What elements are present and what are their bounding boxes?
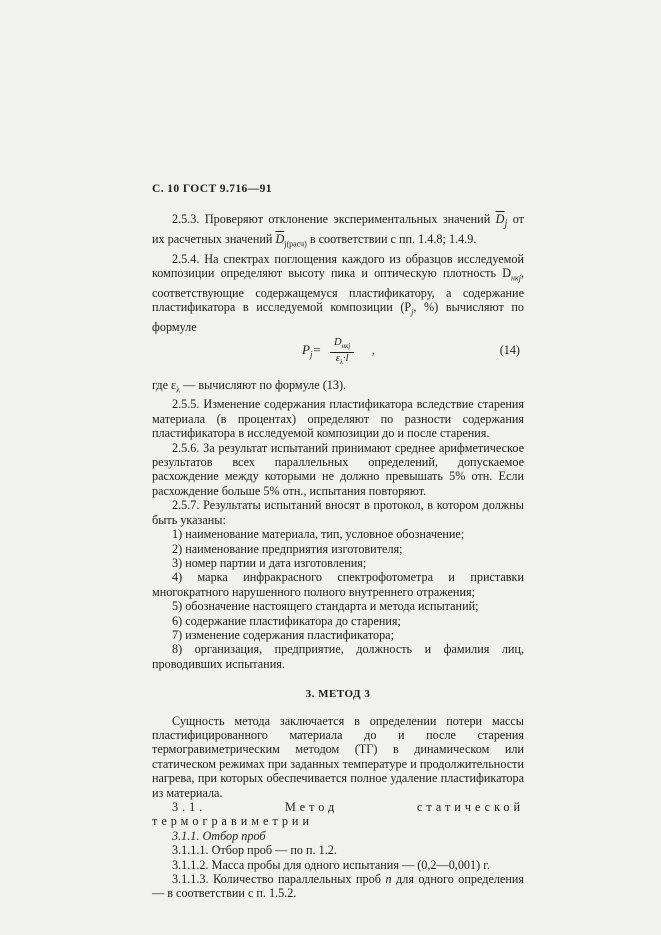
list-item-4: 4) марка инфракрасного спектрофотометра и приставки многократного нарушенного полного внутреннего отражения;	[152, 570, 524, 599]
variable-d-calc: $\overline{D}$	[275, 231, 285, 246]
formula-number: (14)	[499, 342, 520, 357]
list-item-5: 5) обозначение настоящего стандарта и метода испытаний;	[172, 599, 479, 614]
formula-lhs: $P_j=$	[302, 341, 322, 360]
text: где ε	[152, 377, 177, 392]
paragraph-3-1-1: 3.1.1. Отбор проб	[172, 828, 266, 843]
paragraph-2-5-7: 2.5.7. Результаты испытаний вносят в протокол, в котором должны быть указаны:	[152, 498, 524, 527]
text: 2.5.4. На спектрах поглощения каждого из образцов исследуемой композиции определяют высоту пика и оптическую плотность D	[152, 251, 524, 281]
formula-numerator: $D_{нкj}$	[330, 337, 354, 353]
text: для одного определения — в соответствии с п. 1.5.2.	[152, 872, 524, 901]
subscript: j	[504, 218, 508, 230]
text: 2.5.3. Проверяют отклонение экспериментальных значений	[172, 212, 496, 226]
paragraph-3-1-1-3	[152, 872, 524, 901]
formula-fraction	[330, 337, 354, 368]
page-body	[152, 212, 524, 901]
section-title: 3. МЕТОД 3	[305, 688, 371, 701]
variable-d-mean: $\overline{D}$	[495, 212, 505, 226]
paragraph-method-3-intro: Сущность метода заключается в определении потери массы пластифицированного материала до и после старения термогравиметрическим методом (ТГ) в динамическом или статическом режимах при заданных температуре и продолжительности нагрева, при которых обеспечивается полное удаление пластификатора из материала.	[152, 713, 524, 800]
paragraph-2-5-3	[152, 212, 524, 252]
list-item-2: 2) наименование предприятия изготовителя;	[172, 541, 403, 556]
variable-n: n	[385, 872, 392, 887]
text: 3.1.1.3. Количество параллельных проб	[172, 872, 386, 887]
text: , %) вычисляют по формуле	[152, 300, 525, 335]
formula-comma: ,	[372, 342, 376, 357]
paragraph-3-1-1-2: 3.1.1.2. Масса пробы для одного испытания — (0,2—0,001) г.	[172, 857, 490, 872]
text: в соответствии с пп. 1.4.8; 1.4.9.	[306, 231, 477, 246]
formula-14	[152, 337, 524, 377]
paragraph-2-5-4	[152, 252, 524, 335]
page-header: С. 10 ГОСТ 9.716—91	[152, 183, 272, 195]
paragraph-2-5-6: 2.5.6. За результат испытаний принимают среднее арифметическое результатов всех параллельных определений, допускаемое расхождение между которыми не должно превышать 5% отн. Если расхождение больше 5% отн., испытания повторяют.	[152, 440, 524, 498]
list-item-7: 7) изменение содержания пластификатора;	[172, 627, 394, 642]
text: , соответствующие содержащемуся пластификатору, а содержание пластификатора в исследуемой композиции (P	[152, 266, 524, 315]
formula-denominator: $\varepsilon_\lambda\cdot l$	[335, 352, 349, 366]
text: — вычисляют по формуле (13).	[180, 377, 347, 392]
subscript: λ	[176, 385, 181, 395]
paragraph-3-1-1-1: 3.1.1.1. Отбор проб — по п. 1.2.	[172, 843, 337, 858]
list-item-8: 8) организация, предприятие, должность и фамилия лиц, проводивших испытания.	[152, 642, 524, 671]
paragraph-2-5-5: 2.5.5. Изменение содержания пластификатора вследствие старения материала (в процентах) определяют по разности содержания пластификатора в исследуемой композиции до и после старения.	[152, 397, 524, 441]
paragraph-3-1: 3.1. Метод статической термогравиметрии	[152, 800, 524, 829]
subscript: j	[411, 307, 414, 317]
list-item-3: 3) номер партии и дата изготовления;	[172, 555, 367, 570]
list-item-1: 1) наименование материала, тип, условное обозначение;	[172, 527, 465, 542]
text: от их расчетных значений	[152, 212, 524, 246]
list-item-6: 6) содержание пластификатора до старения;	[172, 613, 401, 628]
subscript: нкj	[511, 273, 521, 283]
where-line	[152, 378, 524, 398]
subscript: j(расч)	[284, 239, 307, 249]
